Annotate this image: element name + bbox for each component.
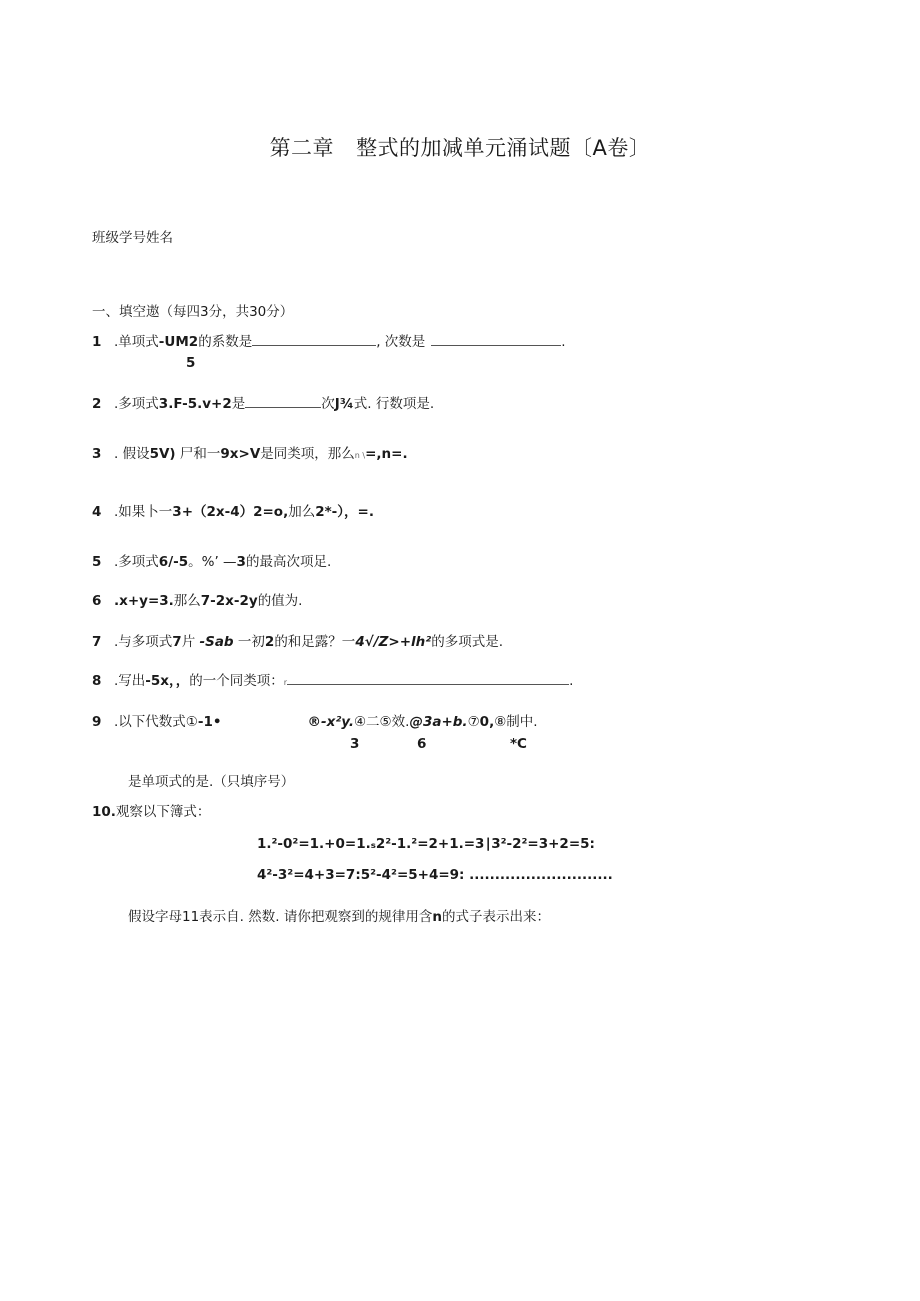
equation-line-1: 1.²-0²=1.+0=1.ₛ2²-1.²=2+1.=3∣3²-2²=3+2=5: bbox=[257, 836, 595, 852]
question-9-denominator-3: *C bbox=[510, 736, 527, 752]
answer-blank bbox=[431, 333, 561, 346]
equation-line-2: 4²-3²=4+3=7:5²-4²=5+4=9: ............................ bbox=[257, 867, 613, 883]
question-6: 6 .x+y=3.那么7-2x-2y的值为. bbox=[92, 593, 303, 609]
question-9-denominator-1: 3 bbox=[350, 736, 360, 752]
question-9-denominator-2: 6 bbox=[417, 736, 427, 752]
question-5: 5 .多项式6/-5。%’ —3的最高次项足. bbox=[92, 554, 332, 570]
question-9-continuation: 是单项式的是.（只填序号） bbox=[128, 774, 295, 790]
question-2: 2 .多项式3.F-5.v+2是 次J¾式. 行数项是. bbox=[92, 396, 435, 412]
student-info-line: 班级学号姓名 bbox=[92, 230, 173, 246]
question-1: 1 .单项式-UM2的系数是 , 次数是 . bbox=[92, 334, 566, 350]
answer-blank bbox=[287, 672, 569, 685]
answer-blank bbox=[245, 395, 321, 408]
page-title: 第二章 整式的加减单元涌试题〔A卷〕 bbox=[269, 136, 651, 160]
question-10: 10.观察以下簿式： bbox=[92, 804, 211, 820]
question-4: 4 .如果卜一3+（2x-4）2=o,加么2*-），=. bbox=[92, 504, 374, 520]
section-header: 一、填空遨（每四3分，共30分） bbox=[92, 304, 294, 320]
question-1-denominator: 5 bbox=[186, 355, 196, 371]
question-7: 7 .与多项式7片 -Sab 一初2的和足露？一4√/Z>+lh²的多项式是. bbox=[92, 634, 504, 650]
answer-blank bbox=[252, 333, 376, 346]
question-9: 9 .以下代数式①-1• ®-x²y.④二⑤效.@3a+b.⑦0,⑧制中. bbox=[92, 714, 538, 730]
question-8: 8 .写出-5x，，的一个同类项：r . bbox=[92, 673, 574, 689]
question-3: 3 . 假设5V) 尸和一9x>V是同类项，那么n \=,n=. bbox=[92, 446, 408, 462]
question-10-instruction: 假设字母11表示自. 然数. 请你把观察到的规律用含n的式子表示出来： bbox=[128, 909, 550, 925]
